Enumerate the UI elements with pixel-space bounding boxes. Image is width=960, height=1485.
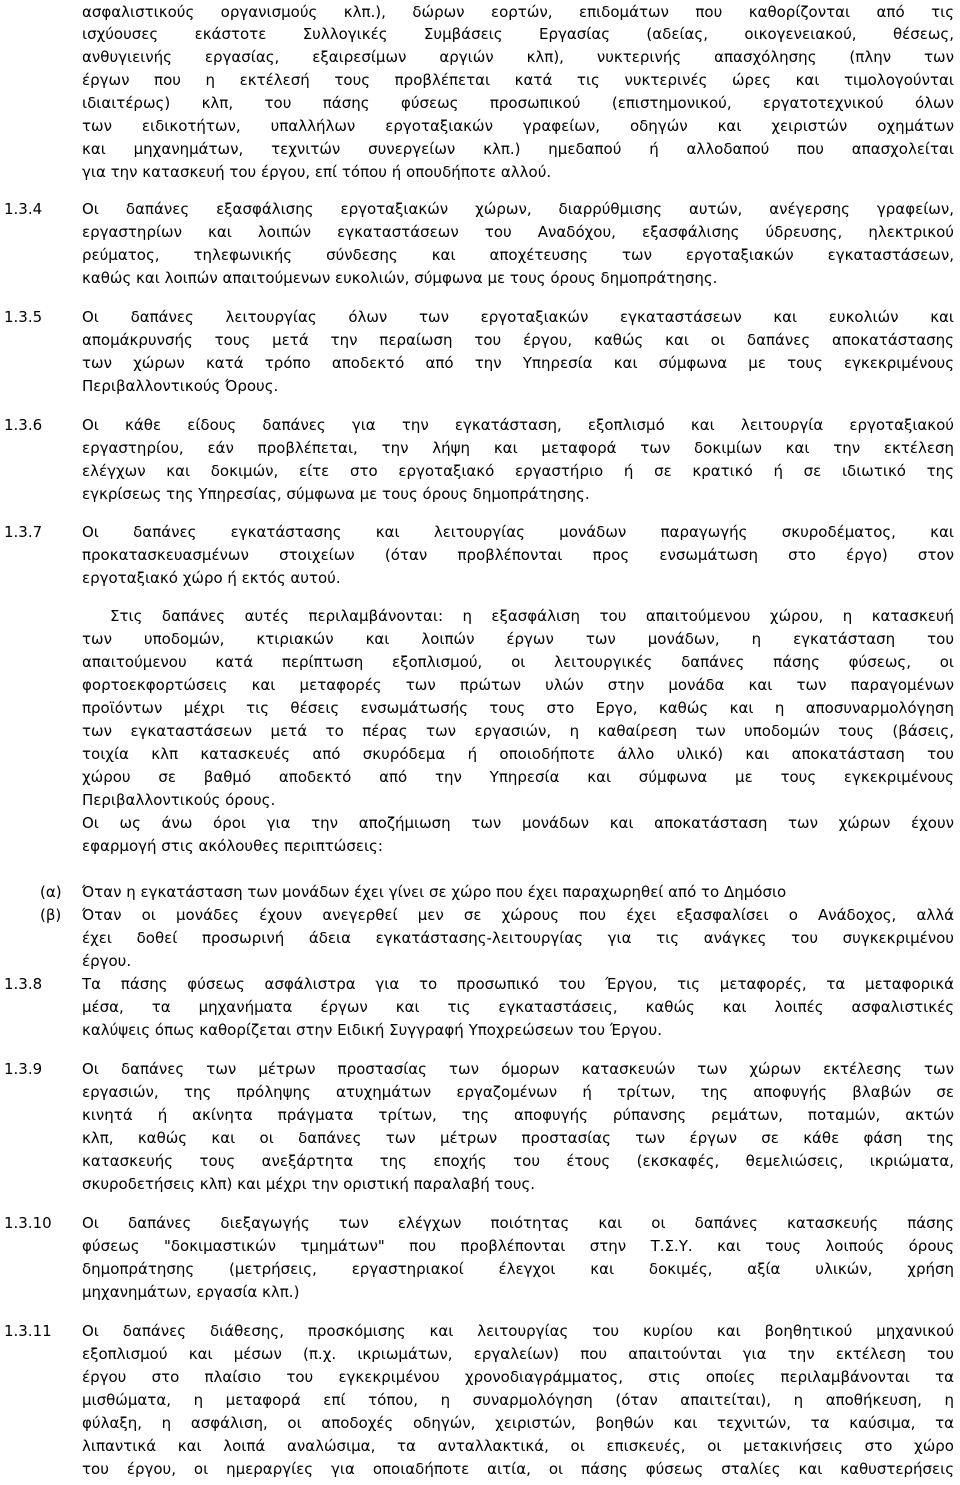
- text-line: Οι ως άνω όροι για την αποζήμιωση των μονάδων και αποκατάσταση των χώρων έχουν: [82, 814, 954, 832]
- text-line: Περιβαλλοντικούς όρους.: [82, 791, 276, 809]
- text-line: καθώς και λοιπών απαιτούμενων ευκολιών, σύμφωνα με τους όρους δημοπράτησης.: [82, 269, 718, 287]
- text-line: Οι δαπάνες των μέτρων προστασίας των όμορων κατασκευών των χώρων εκτέλεσης των: [82, 1060, 954, 1078]
- text-line: έργου.: [82, 952, 132, 970]
- text-line: Τα πάσης φύσεως ασφάλιστρα για το προσωπικό του Έργου, τις μεταφορές, τα μεταφορικά: [82, 975, 954, 993]
- text-line: προϊόντων μέχρι τις θέσεις ενσωμάτωσής τους στο Εργο, καθώς και η αποσυναρμολόγηση: [82, 699, 954, 717]
- text-line: για την κατασκευή του έργου, επί τόπου ή οπουδήποτε αλλού.: [82, 163, 552, 181]
- text-line: Οι δαπάνες λειτουργίας όλων των εργοταξιακών εγκαταστάσεων και ευκολιών και: [82, 308, 954, 326]
- text-line: ιδιαιτέρως) κλπ, του πάσης φύσεως προσωπικού (επιστημονικού, εργατοτεχνικού όλων: [82, 94, 954, 112]
- text-line: μηχανημάτων, εργασία κλπ.): [82, 1283, 300, 1301]
- text-line: Οι δαπάνες διεξαγωγής των ελέγχων ποιότητας και οι δαπάνες κατασκευής πάσης: [82, 1214, 954, 1232]
- text-line: Οι δαπάνες εγκατάστασης και λειτουργίας μονάδων παραγωγής σκυροδέματος, και: [82, 523, 954, 541]
- text-line: των εγκαταστάσεων μετά το πέρας των εργασιών, η καθαίρεση των υποδομών τους (βάσεις,: [82, 722, 954, 740]
- text-line: έχει δοθεί προσωρινή άδεια εγκατάστασης-λειτουργίας για τις ανάγκες του συγκεκριμένου: [82, 929, 954, 947]
- text-line: των υποδομών, κτιριακών και λοιπών έργων των μονάδων, η εγκατάσταση του: [82, 630, 954, 648]
- text-line: καλύψεις όπως καθορίζεται στην Ειδική Συγγραφή Υποχρεώσεων του Έργου.: [82, 1021, 663, 1039]
- case-label: (α): [40, 883, 62, 901]
- text-line: σκυροδετήσεις κλπ) και μέχρι την οριστική παραλαβή τους.: [82, 1175, 536, 1193]
- text-line: εφαρμογή στις ακόλουθες περιπτώσεις:: [82, 837, 383, 855]
- case-label: (β): [40, 906, 62, 924]
- text-line: χώρου σε βαθμό αποδεκτό από την Υπηρεσία και σύμφωνα με τους εγκεκριμένους: [82, 768, 954, 786]
- section-number: 1.3.6: [4, 416, 43, 434]
- text-line: και μηχανημάτων, τεχνιτών συνεργείων κλπ.) ημεδαπού ή αλλοδαπού που απασχολείται: [82, 140, 954, 158]
- text-line: φύλαξη, η ασφάλιση, οι αποδοχές οδηγών, χειριστών, βοηθών και τεχνιτών, τα καύσιμα, τα: [82, 1414, 954, 1432]
- text-line: εργαστηρίων και λοιπών εγκαταστάσεων του Αναδόχου, εξασφάλισης ύδρευσης, ηλεκτρικού: [82, 223, 954, 241]
- text-line: κατασκευής τους ανεξάρτητα της εποχής του έτους (εκσκαφές, θεμελιώσεις, ικριώματα,: [82, 1152, 954, 1170]
- text-line: Οι κάθε είδους δαπάνες για την εγκατάσταση, εξοπλισμό και λειτουργία εργοταξιακού: [82, 416, 954, 434]
- section-number: 1.3.11: [4, 1322, 52, 1340]
- text-line: Περιβαλλοντικούς Όρους.: [82, 377, 279, 395]
- text-line: εργαστηρίου, εάν προβλέπεται, την λήψη και μεταφορά των δοκιμίων και την εκτέλεση: [82, 439, 954, 457]
- section-number: 1.3.5: [4, 308, 43, 326]
- text-line: Στις δαπάνες αυτές περιλαμβάνονται: η εξασφάλιση του απαιτούμενου χώρου, η κατασκευή: [110, 607, 954, 625]
- text-line: φύσεως "δοκιμαστικών τμημάτων" που προβλέπονται στην Τ.Σ.Υ. και τους λοιπούς όρους: [82, 1237, 954, 1255]
- text-line: μισθώματα, η μεταφορά επί τόπου, η συναρμολόγηση (όταν απαιτείται), η αποθήκευση, η: [82, 1391, 954, 1409]
- text-line: τοιχία κλπ κατασκευές από σκυρόδεμα ή οποιοδήποτε άλλο υλικό) και αποκατάσταση του: [82, 745, 954, 763]
- text-line: ρεύματος, τηλεφωνικής σύνδεσης και αποχέτευσης των εργοταξιακών εγκαταστάσεων,: [82, 246, 954, 264]
- text-line: μέσα, τα μηχανήματα έργων και τις εγκαταστάσεις, καθώς και λοιπές ασφαλιστικές: [82, 998, 954, 1016]
- text-line: εξοπλισμού και μέσων (π.χ. ικριωμάτων, εργαλείων) που απαιτούνται για την εκτέλεση του: [82, 1345, 954, 1363]
- text-line: των χώρων κατά τρόπο αποδεκτό από την Υπηρεσία και σύμφωνα με τους εγκεκριμένους: [82, 354, 954, 372]
- text-line: Όταν η εγκατάσταση των μονάδων έχει γίνει σε χώρο που έχει παραχωρηθεί από το Δημόσιο: [82, 883, 787, 901]
- section-number: 1.3.10: [4, 1214, 52, 1232]
- text-line: φορτοεκφορτώσεις και μεταφορές των πρώτων υλών στην μονάδα και των παραγομένων: [82, 676, 954, 694]
- section-number: 1.3.8: [4, 975, 43, 993]
- text-line: Οι δαπάνες εξασφάλισης εργοταξιακών χώρων, διαρρύθμισης αυτών, ανέγερσης γραφείων,: [82, 200, 954, 218]
- text-line: Οι δαπάνες διάθεσης, προσκόμισης και λειτουργίας του κυρίου και βοηθητικού μηχανικού: [82, 1322, 954, 1340]
- section-number: 1.3.7: [4, 523, 43, 541]
- text-line: ασφαλιστικούς οργανισμούς κλπ.), δώρων εορτών, επιδομάτων που καθορίζονται από τις: [82, 3, 954, 21]
- text-line: έργου στο πλαίσιο του εγκεκριμένου χρονοδιαγράμματος, στις οποίες περιλαμβάνονται τα: [82, 1368, 954, 1386]
- text-line: ελέγχων και δοκιμών, είτε στο εργοταξιακό εργαστήριο ή σε κρατικό ή σε ιδιωτικό της: [82, 462, 954, 480]
- text-line: προκατασκευασμένων στοιχείων (όταν προβλέπονται προς ενσωμάτωση στο έργο) στον: [82, 546, 954, 564]
- text-line: απαιτούμενου κατά περίπτωση εξοπλισμού, οι λειτουργικές δαπάνες πάσης φύσεως, οι: [82, 653, 954, 671]
- text-line: εργασιών, της πρόληψης ατυχημάτων εργαζομένων ή τρίτων, της αποφυγής βλαβών σε: [82, 1083, 954, 1101]
- section-number: 1.3.9: [4, 1060, 43, 1078]
- text-line: έργων που η εκτέλεσή τους προβλέπεται κατά τις νυκτερινές ώρες και τιμολογούνται: [82, 71, 954, 89]
- text-line: ανθυγιεινής εργασίας, εξαιρεσίμων αργιών κλπ), νυκτερινής απασχόλησης (πλην των: [82, 48, 954, 66]
- text-line: του έργου, οι ημεραργίες για οποιαδήποτε αιτία, οι πάσης φύσεως σταλίες και καθυστερήσεις: [82, 1460, 954, 1478]
- text-line: εγκρίσεως της Υπηρεσίας, σύμφωνα με τους όρους δημοπράτησης.: [82, 485, 590, 503]
- text-line: Όταν οι μονάδες έχουν ανεγερθεί μεν σε χώρους που έχει εξασφαλίσει ο Ανάδοχος, αλλά: [82, 906, 954, 924]
- section-number: 1.3.4: [4, 200, 43, 218]
- text-line: λιπαντικά και λοιπά αναλώσιμα, τα ανταλλακτικά, οι επισκευές, οι μετακινήσεις στο χώρο: [82, 1437, 954, 1455]
- text-line: κλπ, καθώς και οι δαπάνες των μέτρων προστασίας των έργων σε κάθε φάση της: [82, 1129, 954, 1147]
- text-line: ισχύουσες εκάστοτε Συλλογικές Συμβάσεις Εργασίας (αδείας, οικογενειακού, θέσεως,: [82, 25, 954, 43]
- text-line: εργοταξιακό χώρο ή εκτός αυτού.: [82, 569, 341, 587]
- text-line: απομάκρυνσής τους μετά την περαίωση του έργου, καθώς και οι δαπάνες αποκατάστασης: [82, 331, 954, 349]
- text-line: κινητά ή ακίνητα πράγματα τρίτων, της αποφυγής ρύπανσης ρεμάτων, ποταμών, ακτών: [82, 1106, 954, 1124]
- text-line: των ειδικοτήτων, υπαλλήλων εργοταξιακών γραφείων, οδηγών και χειριστών οχημάτων: [82, 117, 954, 135]
- text-line: δημοπράτησης (μετρήσεις, εργαστηριακοί έλεγχοι και δοκιμές, αξία υλικών, χρήση: [82, 1260, 954, 1278]
